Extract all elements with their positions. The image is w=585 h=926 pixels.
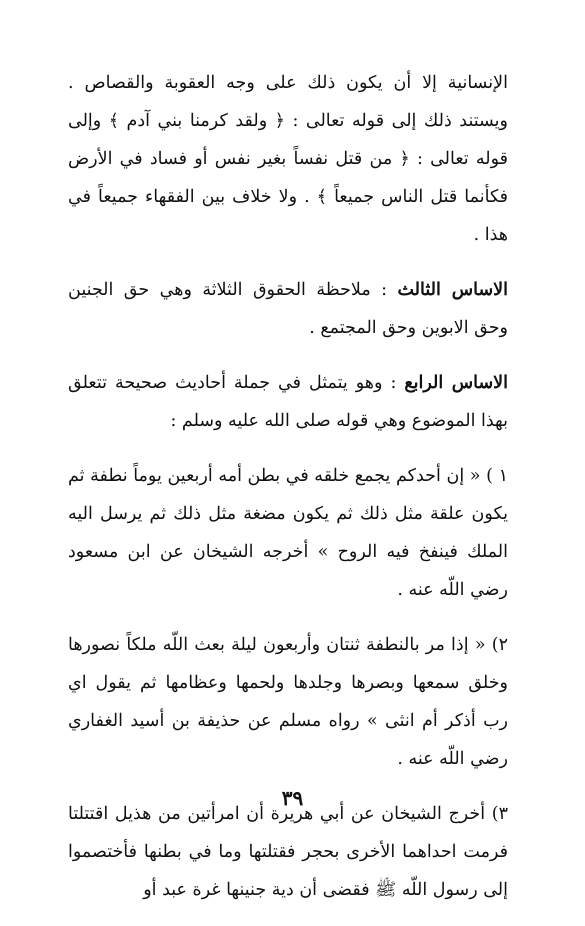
paragraph-third-basis — [68, 271, 508, 347]
fourth-basis-heading: الاساس الرابع — [404, 373, 508, 393]
third-basis-text: : ملاحظة الحقوق الثلاثة وهي حق الجنين وحق الابوين وحق المجتمع . — [68, 280, 508, 338]
hadith-3: ٣) أخرج الشيخان عن أبي هريرة أن امرأتين من هذيل اقتتلتا فرمت احداهما الأخرى بحجر فقتلتها وما في بطنها فأختصموا إلى رسول اللّه ﷺ فقضى أن دية جنينها غرة عبد أو — [68, 804, 508, 900]
hadith-2: ٢) « إذا مر بالنطفة ثنتان وأربعون ليلة بعث اللّه ملكاً نصورها وخلق سمعها وبصرها وجلدها ولحمها وعظامها ثم يقول اي رب أذكر أم انثى » رواه مسلم عن حذيفة بن أسيد الغفاري رضي اللّه عنه . — [68, 635, 508, 769]
paragraph-1: الإنسانية إلا أن يكون ذلك على وجه العقوبة والقصاص . ويستند ذلك إلى قوله تعالى : ﴿ ولقد كرمنا بني آدم ﴾ وإلى قوله تعالى : ﴿ من قتل نفساً بغير نفس أو فساد في الأرض فكأنما قتل الناس جميعاً ﴾ . ولا خلاف بين الفقهاء جميعاً في هذا . — [68, 73, 508, 245]
hadith-1: ١ ) « إن أحدكم يجمع خلقه في بطن أمه أربعين يوماً نطفة ثم يكون علقة مثل ذلك ثم يكون مضغة مثل ذلك ثم يرسل اليه الملك فينفخ فيه الروح » أخرجه الشيخان عن ابن مسعود رضي اللّه عنه . — [68, 466, 508, 600]
page-number: ٣٩ — [281, 786, 304, 810]
fourth-basis-text: : وهو يتمثل في جملة أحاديث صحيحة تتعلق بهذا الموضوع وهي قوله صلى الله عليه وسلم : — [68, 373, 508, 431]
third-basis-heading: الاساس الثالث — [397, 280, 508, 300]
paragraph-fourth-basis — [68, 364, 508, 440]
